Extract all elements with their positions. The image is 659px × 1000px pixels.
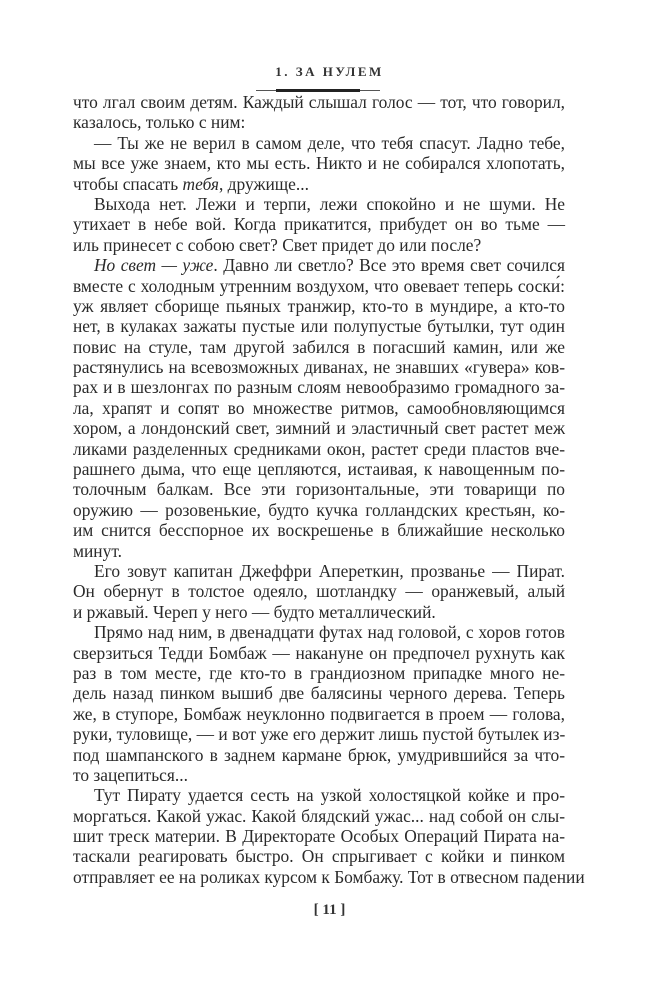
text-line [73, 459, 565, 479]
text-line [73, 214, 565, 234]
text-segment: под шампанского в заднем кармане брюк, умудрившийся за что- [73, 744, 565, 765]
text-line [73, 643, 565, 663]
text-segment: моргаться. Какой ужас. Какой блядский ужас... над собой он слы- [73, 805, 565, 826]
text-line [73, 561, 565, 581]
text-line [73, 439, 565, 459]
text-segment: . Давно ли светло? Все это время свет сочился [213, 255, 566, 276]
text-segment: ла, храпят и сопят во множестве ритмов, самообновляющимся [73, 397, 565, 418]
text-line [73, 316, 565, 336]
text-line [73, 296, 565, 316]
text-segment: то зацепиться... [73, 764, 188, 785]
text-line [73, 500, 565, 520]
text-line [73, 663, 565, 683]
text-segment: Выхода нет. Лежи и терпи, лежи спокойно и не шуми. Не [94, 193, 565, 214]
running-header: 1. ЗА НУЛЕМ [275, 64, 384, 79]
text-segment: утихает в небе вой. Когда прикатится, прибудет он во тьме — [73, 214, 565, 235]
text-segment: хором, а лондонский свет, зимний и эластичный свет растет меж [73, 418, 565, 439]
text-segment: таскали реагировать быстро. Он спрыгивает с койки и пинком [73, 846, 565, 867]
text-segment: толочным балкам. Все эти горизонтальные, эти товарищи по [73, 479, 565, 500]
text-segment: минут. [73, 540, 122, 561]
text-segment: руки, туловище, — и вот уже его держит лишь пустой бутылек из- [73, 724, 566, 745]
text-line [73, 866, 585, 887]
body-text [73, 92, 585, 887]
text-line [73, 92, 565, 112]
text-segment: дель назад пинком вышиб две балясины черного дерева. Теперь [73, 683, 565, 704]
text-line [73, 806, 565, 826]
text-segment: и ржавый. Череп у него — будто металлический. [73, 601, 436, 622]
text-line [73, 581, 565, 601]
text-line [73, 622, 565, 642]
text-segment: что лгал своим детям. Каждый слышал голос — тот, что говорил, [73, 92, 565, 112]
text-line [73, 255, 565, 275]
text-segment: растянулись на всевозможных диванах, не знавших «гувера» ков- [73, 357, 565, 378]
text-line [73, 398, 565, 418]
text-segment: вместе с холодным утренним воздухом, что овевает теперь соски́: [73, 275, 565, 296]
text-line [73, 520, 565, 540]
text-line [73, 745, 565, 765]
text-segment: казалось, только с ним: [73, 112, 246, 133]
text-segment: рашнего дыма, что еще цепляются, истаивая, к навощенным по- [73, 459, 565, 480]
text-segment: уж являет сборище пьяных транжир, кто-то в мундире, а кто-то [73, 295, 565, 316]
page-number: [ 11 ] [313, 902, 346, 918]
text-line [73, 153, 565, 173]
text-line [73, 418, 565, 438]
text-segment: повис на стуле, там другой забился в погасший камин, или же [73, 336, 565, 357]
text-line [73, 194, 565, 214]
text-segment: чтобы спасать [73, 173, 183, 194]
text-segment: Тут Пирату удается сесть на узкой холостяцкой койке и про- [94, 785, 565, 806]
text-line [73, 133, 565, 153]
text-segment: нет, в кулаках зажаты пустые или полупустые бутылки, тут один [73, 316, 565, 337]
italic-text: Но свет — уже [94, 255, 214, 276]
text-line [73, 112, 565, 132]
italic-text: тебя [182, 173, 219, 194]
text-line [73, 826, 565, 846]
text-line [73, 235, 565, 255]
text-line [73, 846, 565, 866]
text-line [73, 704, 565, 724]
text-segment: шит треск материи. В Директорате Особых Операций Пирата на- [73, 826, 565, 847]
text-line [73, 337, 565, 357]
text-segment: — Ты же не верил в самом деле, что тебя спасут. Ладно тебе, [94, 132, 565, 153]
text-segment: рах и в шезлонгах по разным слоям невообразимо громадного за- [73, 377, 565, 398]
text-segment: Прямо над ним, в двенадцати футах над головой, с хоров готов [94, 622, 565, 643]
text-line [73, 602, 565, 622]
text-segment: же, в ступоре, Бомбаж неуклонно подвигается в проем — голова, [73, 703, 565, 724]
text-segment: Он обернут в толстое одеяло, шотландку — оранжевый, алый [73, 581, 565, 602]
text-segment: , дружище... [218, 173, 309, 194]
text-line [73, 765, 565, 785]
text-segment: раз в том месте, где кто-то в грандиозном припадке много не- [73, 662, 565, 683]
text-segment: мы все уже знаем, кто мы есть. Никто и не собирался хлопотать, [73, 153, 565, 174]
text-line [73, 541, 565, 561]
text-segment: Его зовут капитан Джеффри Апереткин, прозванье — Пират. [94, 560, 565, 581]
text-segment: ликами разделенных средниками окон, растет среди пластов вче- [73, 438, 565, 459]
text-line [73, 785, 565, 805]
text-line [73, 276, 565, 296]
text-line [73, 724, 565, 744]
text-line [73, 174, 565, 194]
text-line [73, 479, 565, 499]
text-line [73, 357, 565, 377]
text-segment: сверзиться Тедди Бомбаж — накануне он предпочел рухнуть как [73, 642, 565, 663]
text-segment: иль принесет с собою свет? Свет придет до или после? [73, 234, 482, 255]
text-line [73, 683, 565, 703]
text-segment: отправляет ее на роликах курсом к Бомбажу. Тот в отвесном падении [73, 866, 585, 887]
text-segment: оружию — розовенькие, будто кучка голландских крестьян, ко- [73, 499, 565, 520]
text-segment: им снится бесспорное их воскрешенье в ближайшие несколько [73, 520, 565, 541]
text-line [73, 377, 565, 397]
